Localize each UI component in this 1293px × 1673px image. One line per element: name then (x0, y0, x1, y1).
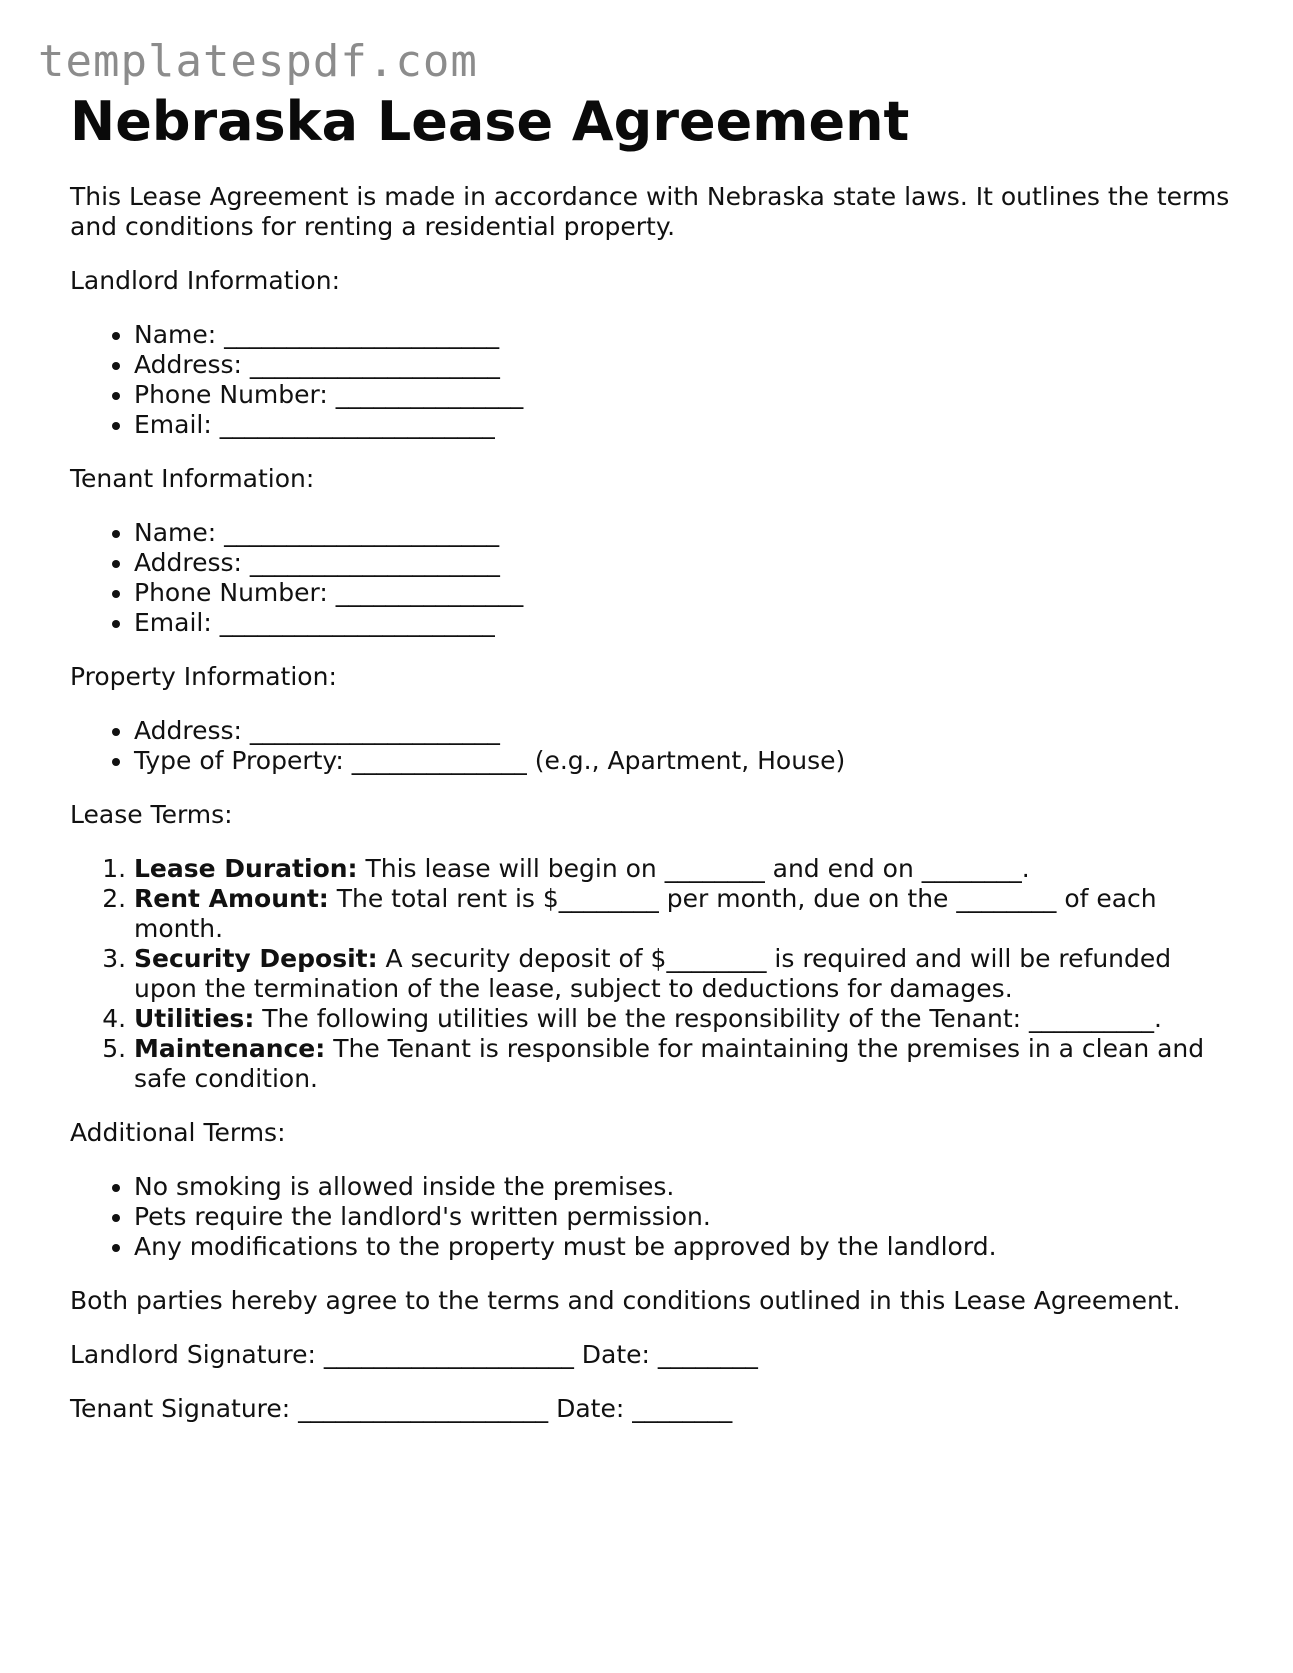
property-address-item: • Address: ____________________ (134, 716, 1230, 746)
no-smoking-item: • No smoking is allowed inside the premises. (134, 1172, 1230, 1202)
landlord-signature-line: Landlord Signature: ____________________ Date: ________ (70, 1340, 758, 1369)
document-title: Nebraska Lease Agreement (70, 90, 910, 153)
tenant-name-item: • Name: ______________________ (134, 518, 1230, 548)
property-type-item: • Type of Property: ______________ (e.g., Apartment, House) (134, 746, 1230, 776)
landlord-email-item: • Email: ______________________ (134, 410, 1230, 440)
security-deposit-text: A security deposit of $________ is required and will be refunded upon the termination of the lease, subject to deductions for damages. (134, 944, 1172, 1003)
maintenance-item (134, 1034, 1230, 1094)
tenant-address-item: • Address: ____________________ (134, 548, 1230, 578)
rent-amount-label: Rent Amount: (134, 884, 329, 913)
utilities-label: Utilities: (134, 1004, 255, 1033)
pets-item: • Pets require the landlord's written permission. (134, 1202, 1230, 1232)
modifications-item: • Any modifications to the property must be approved by the landlord. (134, 1232, 1230, 1262)
property-heading: Property Information: (70, 662, 337, 691)
rent-amount-item (134, 884, 1230, 944)
additional-terms-list (70, 1172, 1230, 1262)
lease-terms-list (70, 854, 1230, 1094)
utilities-text: The following utilities will be the responsibility of the Tenant: __________. (254, 1004, 1162, 1033)
tenant-phone-item: • Phone Number: _______________ (134, 578, 1230, 608)
maintenance-text: The Tenant is responsible for maintaining the premises in a clean and safe condition. (134, 1034, 1205, 1093)
intro-paragraph: This Lease Agreement is made in accordance with Nebraska state laws. It outlines the terms and conditions for renting a residential property. (70, 182, 1230, 241)
landlord-address-item: • Address: ____________________ (134, 350, 1230, 380)
additional-terms-heading: Additional Terms: (70, 1118, 286, 1147)
lease-terms-heading: Lease Terms: (70, 800, 233, 829)
security-deposit-item (134, 944, 1230, 1004)
tenant-list (70, 518, 1230, 638)
maintenance-label: Maintenance: (134, 1034, 326, 1063)
document-page (70, 90, 1230, 1424)
landlord-list (70, 320, 1230, 440)
utilities-item (134, 1004, 1230, 1034)
rent-amount-text: The total rent is $________ per month, due on the ________ of each month. (134, 884, 1157, 943)
agreement-statement: Both parties hereby agree to the terms and conditions outlined in this Lease Agreement. (70, 1286, 1181, 1315)
tenant-heading: Tenant Information: (70, 464, 315, 493)
lease-duration-item (134, 854, 1230, 884)
tenant-signature-line: Tenant Signature: ____________________ Date: ________ (70, 1394, 733, 1423)
lease-duration-label: Lease Duration: (134, 854, 358, 883)
property-list (70, 716, 1230, 776)
landlord-heading: Landlord Information: (70, 266, 340, 295)
watermark: templatespdf.com (38, 36, 478, 87)
lease-duration-text: This lease will begin on ________ and end on ________. (357, 854, 1030, 883)
security-deposit-label: Security Deposit: (134, 944, 378, 973)
landlord-phone-item: • Phone Number: _______________ (134, 380, 1230, 410)
tenant-email-item: • Email: ______________________ (134, 608, 1230, 638)
landlord-name-item: • Name: ______________________ (134, 320, 1230, 350)
